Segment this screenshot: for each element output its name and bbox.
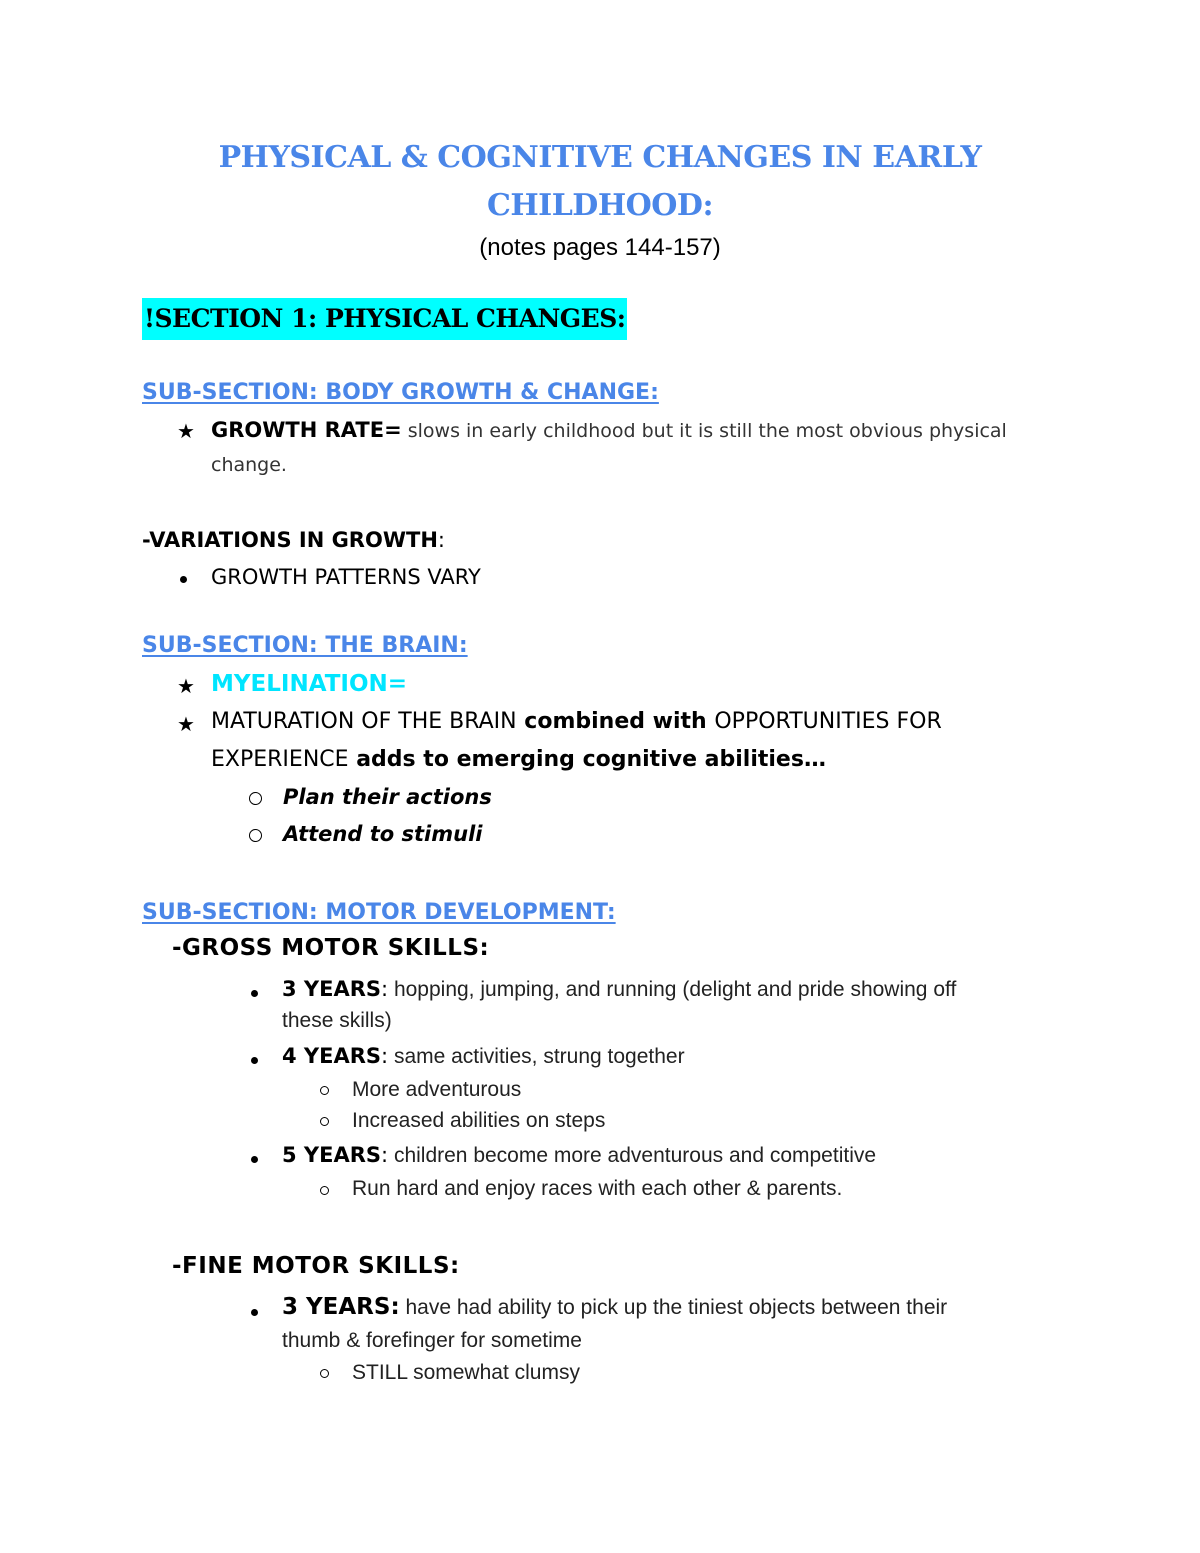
bullet-dot-icon bbox=[180, 576, 187, 583]
document-title-line1: PHYSICAL & COGNITIVE CHANGES IN EARLY bbox=[218, 140, 982, 175]
growth-rate-term: GROWTH RATE= bbox=[211, 418, 402, 442]
small-circle-bullet-icon bbox=[320, 1186, 329, 1195]
subsection-heading-motor: SUB-SECTION: MOTOR DEVELOPMENT: bbox=[142, 900, 616, 925]
gross-item-text: same activities, strung together bbox=[388, 1045, 685, 1068]
gross-item-text: children become more adventurous and competitive bbox=[388, 1144, 877, 1167]
gross-sub-item: Increased abilities on steps bbox=[352, 1109, 606, 1132]
maturation-connector: combined with bbox=[516, 709, 715, 734]
maturation-rest: adds to emerging cognitive abilities… bbox=[348, 747, 826, 772]
variations-heading-text: -VARIATIONS IN GROWTH bbox=[142, 528, 438, 552]
fine-sub-item: STILL somewhat clumsy bbox=[352, 1361, 580, 1384]
age-colon: : bbox=[381, 1143, 389, 1167]
brain-sub-item: Attend to stimuli bbox=[283, 822, 483, 846]
circle-bullet-icon bbox=[249, 829, 262, 842]
gross-sub-item: Run hard and enjoy races with each other & parents. bbox=[352, 1177, 843, 1200]
gross-motor-heading-text: -GROSS MOTOR SKILLS bbox=[172, 935, 480, 961]
variations-item: GROWTH PATTERNS VARY bbox=[211, 565, 481, 589]
age-colon: : bbox=[381, 977, 389, 1001]
age-label: 3 YEARS bbox=[282, 1294, 391, 1320]
brain-sub-item: Plan their actions bbox=[283, 785, 492, 809]
small-circle-bullet-icon bbox=[320, 1086, 329, 1095]
opportunities-term: OPPORTUNITIES FOR bbox=[714, 709, 942, 734]
fine-motor-heading-text: -FINE MOTOR SKILLS bbox=[172, 1253, 451, 1279]
bullet-dot-icon bbox=[251, 1309, 258, 1316]
gross-item bbox=[282, 1044, 685, 1069]
fine-item bbox=[282, 1294, 947, 1320]
age-label: 3 YEARS bbox=[282, 977, 382, 1001]
gross-item bbox=[282, 977, 956, 1002]
age-colon: : bbox=[390, 1294, 400, 1320]
gross-item-text: hopping, jumping, and running (delight and pride showing off bbox=[388, 978, 957, 1001]
section-heading: !SECTION 1: PHYSICAL CHANGES: bbox=[142, 298, 627, 340]
growth-rate-text-cont: change. bbox=[211, 454, 287, 476]
growth-rate-line bbox=[211, 418, 1007, 442]
experience-term: EXPERIENCE bbox=[211, 747, 349, 772]
age-label: 5 YEARS bbox=[282, 1143, 382, 1167]
star-bullet-icon: ★ bbox=[177, 421, 195, 443]
gross-sub-item: More adventurous bbox=[352, 1078, 522, 1101]
age-label: 4 YEARS bbox=[282, 1044, 382, 1068]
bullet-dot-icon bbox=[251, 1156, 258, 1163]
myelination-term: MYELINATION= bbox=[211, 671, 408, 697]
circle-bullet-icon bbox=[249, 792, 262, 805]
star-bullet-icon: ★ bbox=[177, 714, 195, 736]
document-subtitle: (notes pages 144-157) bbox=[479, 234, 721, 261]
gross-item-text-cont: these skills) bbox=[282, 1009, 392, 1032]
gross-item bbox=[282, 1143, 876, 1168]
star-bullet-icon: ★ bbox=[177, 676, 195, 698]
maturation-term: MATURATION OF THE BRAIN bbox=[211, 709, 517, 734]
fine-motor-heading bbox=[172, 1253, 460, 1279]
fine-motor-colon: : bbox=[450, 1253, 460, 1279]
maturation-line1 bbox=[211, 709, 942, 734]
variations-heading bbox=[142, 528, 445, 552]
fine-item-text: have had ability to pick up the tiniest objects between their bbox=[399, 1296, 948, 1319]
subsection-heading-body-growth: SUB-SECTION: BODY GROWTH & CHANGE: bbox=[142, 380, 659, 405]
variations-colon: : bbox=[437, 528, 445, 552]
gross-motor-heading bbox=[172, 935, 489, 961]
subsection-heading-brain: SUB-SECTION: THE BRAIN: bbox=[142, 633, 468, 658]
fine-item-text-cont: thumb & forefinger for sometime bbox=[282, 1329, 582, 1352]
small-circle-bullet-icon bbox=[320, 1369, 329, 1378]
bullet-dot-icon bbox=[251, 990, 258, 997]
small-circle-bullet-icon bbox=[320, 1117, 329, 1126]
bullet-dot-icon bbox=[251, 1057, 258, 1064]
gross-motor-colon: : bbox=[479, 935, 490, 961]
age-colon: : bbox=[381, 1044, 389, 1068]
maturation-line2 bbox=[211, 747, 826, 772]
document-title-line2: CHILDHOOD: bbox=[486, 188, 714, 223]
growth-rate-text: slows in early childhood but it is still the most obvious physical bbox=[401, 420, 1007, 442]
